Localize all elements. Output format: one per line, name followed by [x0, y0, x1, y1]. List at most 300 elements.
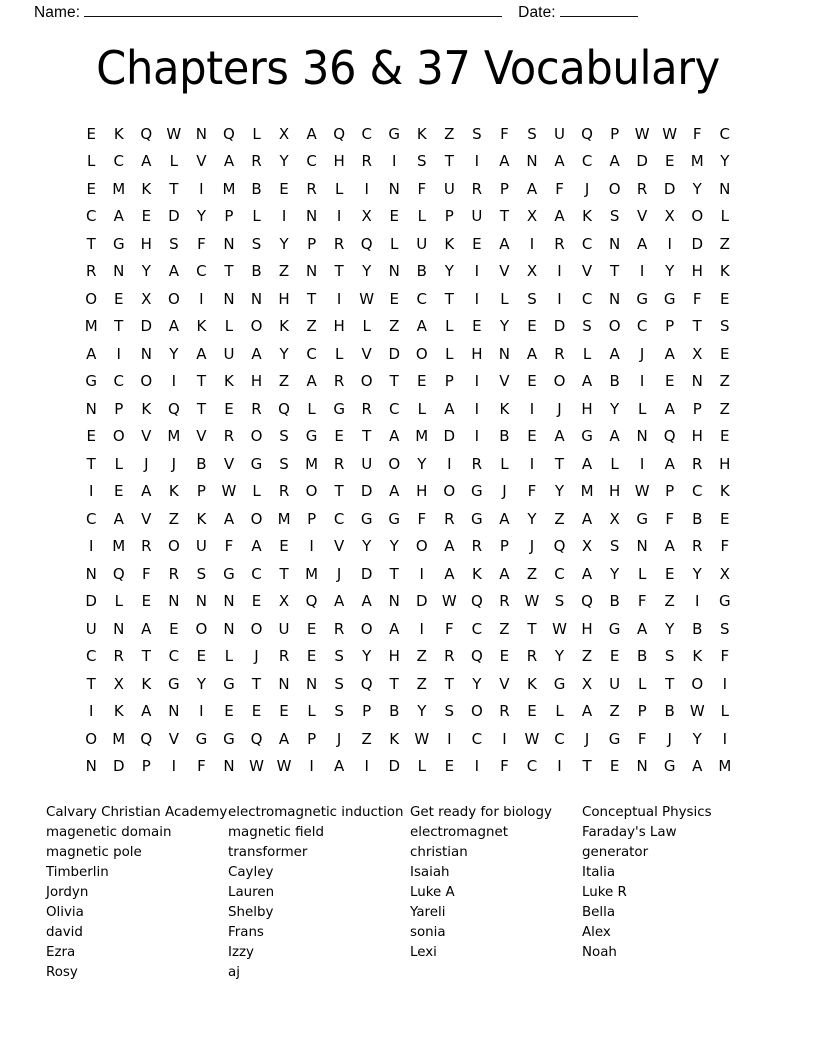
- grid-cell[interactable]: S: [720, 317, 730, 336]
- grid-cell[interactable]: N: [305, 674, 318, 693]
- grid-cell[interactable]: I: [171, 372, 177, 391]
- grid-cell[interactable]: V: [196, 152, 207, 171]
- grid-cell[interactable]: Q: [663, 427, 676, 446]
- grid-cell[interactable]: X: [581, 674, 593, 693]
- grid-cell[interactable]: E: [224, 702, 234, 721]
- grid-cell[interactable]: N: [278, 674, 290, 693]
- grid-cell[interactable]: D: [388, 757, 400, 776]
- grid-cell[interactable]: C: [692, 482, 703, 501]
- grid-cell[interactable]: T: [279, 564, 289, 583]
- grid-cell[interactable]: O: [443, 482, 456, 501]
- grid-cell[interactable]: Z: [664, 592, 675, 611]
- grid-cell[interactable]: F: [500, 757, 509, 776]
- grid-cell[interactable]: N: [195, 592, 208, 611]
- grid-cell[interactable]: J: [144, 454, 149, 473]
- grid-cell[interactable]: O: [415, 344, 428, 363]
- grid-cell[interactable]: Z: [361, 729, 372, 748]
- grid-cell[interactable]: I: [557, 289, 562, 308]
- grid-cell[interactable]: O: [195, 619, 208, 638]
- grid-cell[interactable]: P: [196, 482, 206, 501]
- grid-cell[interactable]: I: [392, 152, 397, 171]
- grid-cell[interactable]: G: [636, 289, 648, 308]
- grid-cell[interactable]: E: [527, 702, 537, 721]
- grid-cell[interactable]: K: [444, 234, 455, 253]
- grid-cell[interactable]: P: [114, 399, 124, 418]
- grid-cell[interactable]: X: [526, 207, 538, 226]
- grid-cell[interactable]: S: [334, 647, 344, 666]
- grid-cell[interactable]: I: [639, 372, 645, 391]
- grid-cell[interactable]: N: [223, 619, 235, 638]
- grid-cell[interactable]: A: [499, 509, 510, 528]
- grid-cell[interactable]: V: [223, 454, 235, 473]
- grid-cell[interactable]: Y: [554, 482, 565, 501]
- grid-cell[interactable]: R: [278, 482, 290, 501]
- grid-cell[interactable]: I: [116, 344, 121, 363]
- grid-cell[interactable]: A: [444, 564, 455, 583]
- grid-cell[interactable]: R: [554, 344, 565, 363]
- grid-cell[interactable]: N: [168, 592, 180, 611]
- grid-cell[interactable]: E: [499, 647, 510, 666]
- grid-cell[interactable]: P: [307, 729, 317, 748]
- grid-cell[interactable]: S: [334, 674, 344, 693]
- grid-cell[interactable]: B: [692, 619, 703, 638]
- grid-cell[interactable]: F: [417, 179, 427, 198]
- grid-cell[interactable]: E: [389, 289, 399, 308]
- grid-cell[interactable]: V: [637, 207, 648, 226]
- grid-cell[interactable]: A: [664, 537, 675, 556]
- grid-cell[interactable]: I: [88, 702, 94, 721]
- grid-cell[interactable]: M: [305, 454, 319, 473]
- grid-cell[interactable]: F: [197, 234, 206, 253]
- grid-cell[interactable]: B: [664, 702, 675, 721]
- grid-cell[interactable]: C: [85, 207, 97, 226]
- grid-cell[interactable]: A: [306, 124, 317, 143]
- grid-cell[interactable]: P: [444, 372, 454, 391]
- grid-cell[interactable]: X: [719, 564, 730, 583]
- grid-cell[interactable]: R: [251, 152, 262, 171]
- grid-cell[interactable]: N: [113, 262, 125, 281]
- grid-cell[interactable]: H: [140, 234, 152, 253]
- grid-cell[interactable]: L: [500, 289, 509, 308]
- grid-cell[interactable]: C: [196, 262, 207, 281]
- grid-cell[interactable]: W: [276, 757, 292, 776]
- grid-cell[interactable]: B: [196, 454, 207, 473]
- grid-cell[interactable]: C: [581, 234, 593, 253]
- grid-cell[interactable]: E: [720, 427, 730, 446]
- grid-cell[interactable]: M: [112, 537, 126, 556]
- grid-cell[interactable]: I: [199, 289, 204, 308]
- grid-cell[interactable]: N: [85, 757, 97, 776]
- grid-cell[interactable]: N: [498, 344, 511, 363]
- grid-cell[interactable]: L: [417, 207, 426, 226]
- grid-cell[interactable]: N: [140, 344, 152, 363]
- grid-cell[interactable]: T: [444, 152, 454, 171]
- grid-cell[interactable]: I: [474, 289, 480, 308]
- grid-cell[interactable]: V: [334, 537, 345, 556]
- grid-cell[interactable]: I: [364, 179, 369, 198]
- grid-cell[interactable]: Y: [196, 207, 206, 226]
- grid-cell[interactable]: K: [692, 647, 703, 666]
- grid-cell[interactable]: O: [250, 317, 263, 336]
- grid-cell[interactable]: N: [195, 124, 208, 143]
- grid-cell[interactable]: A: [526, 344, 538, 363]
- grid-cell[interactable]: A: [334, 592, 345, 611]
- grid-cell[interactable]: A: [251, 537, 262, 556]
- grid-cell[interactable]: S: [472, 124, 482, 143]
- grid-cell[interactable]: L: [417, 757, 426, 776]
- grid-cell[interactable]: Z: [416, 674, 427, 693]
- grid-cell[interactable]: W: [221, 482, 237, 501]
- grid-cell[interactable]: F: [720, 537, 730, 556]
- grid-cell[interactable]: K: [224, 372, 234, 391]
- grid-cell[interactable]: T: [141, 647, 151, 666]
- grid-cell[interactable]: T: [610, 262, 620, 281]
- grid-cell[interactable]: T: [389, 372, 399, 391]
- grid-cell[interactable]: R: [471, 179, 483, 198]
- grid-cell[interactable]: C: [113, 152, 124, 171]
- grid-cell[interactable]: A: [581, 509, 593, 528]
- grid-cell[interactable]: G: [608, 729, 621, 748]
- grid-cell[interactable]: T: [444, 674, 454, 693]
- grid-cell[interactable]: T: [86, 674, 96, 693]
- grid-cell[interactable]: R: [85, 262, 97, 281]
- grid-cell[interactable]: E: [720, 509, 730, 528]
- grid-cell[interactable]: Z: [719, 234, 730, 253]
- grid-cell[interactable]: P: [224, 207, 234, 226]
- grid-cell[interactable]: H: [608, 482, 621, 501]
- grid-cell[interactable]: A: [251, 344, 262, 363]
- grid-cell[interactable]: E: [527, 317, 537, 336]
- grid-cell[interactable]: R: [333, 619, 345, 638]
- grid-cell[interactable]: M: [112, 179, 126, 198]
- grid-cell[interactable]: W: [166, 124, 182, 143]
- grid-cell[interactable]: G: [85, 372, 98, 391]
- grid-cell[interactable]: D: [663, 179, 676, 198]
- grid-cell[interactable]: Q: [305, 592, 318, 611]
- grid-cell[interactable]: Z: [499, 619, 510, 638]
- grid-cell[interactable]: N: [223, 289, 235, 308]
- grid-cell[interactable]: W: [359, 289, 375, 308]
- grid-cell[interactable]: O: [140, 372, 153, 391]
- grid-cell[interactable]: T: [499, 207, 509, 226]
- grid-cell[interactable]: L: [610, 454, 619, 473]
- grid-cell[interactable]: V: [141, 427, 152, 446]
- grid-cell[interactable]: F: [692, 124, 702, 143]
- grid-cell[interactable]: X: [278, 592, 290, 611]
- grid-cell[interactable]: E: [306, 647, 317, 666]
- grid-cell[interactable]: K: [141, 674, 152, 693]
- grid-cell[interactable]: E: [664, 372, 675, 391]
- grid-cell[interactable]: A: [499, 152, 510, 171]
- grid-cell[interactable]: U: [361, 454, 373, 473]
- grid-cell[interactable]: X: [278, 124, 290, 143]
- grid-cell[interactable]: L: [224, 647, 234, 666]
- grid-cell[interactable]: Q: [553, 537, 566, 556]
- grid-cell[interactable]: E: [279, 537, 289, 556]
- grid-cell[interactable]: Q: [278, 399, 290, 418]
- grid-cell[interactable]: F: [197, 757, 206, 776]
- grid-cell[interactable]: N: [223, 234, 235, 253]
- word-search-grid[interactable]: [77, 121, 738, 781]
- grid-cell[interactable]: W: [552, 619, 567, 638]
- grid-cell[interactable]: M: [112, 729, 126, 748]
- grid-cell[interactable]: L: [417, 399, 426, 418]
- grid-cell[interactable]: T: [389, 674, 399, 693]
- grid-cell[interactable]: I: [722, 729, 727, 748]
- grid-cell[interactable]: F: [720, 647, 730, 666]
- grid-cell[interactable]: G: [388, 124, 401, 143]
- grid-cell[interactable]: F: [527, 482, 537, 501]
- grid-cell[interactable]: S: [279, 427, 289, 446]
- grid-cell[interactable]: Q: [581, 592, 593, 611]
- grid-cell[interactable]: K: [719, 482, 730, 501]
- grid-cell[interactable]: E: [86, 179, 96, 198]
- grid-cell[interactable]: P: [362, 702, 372, 721]
- grid-cell[interactable]: O: [360, 372, 373, 391]
- grid-cell[interactable]: T: [334, 482, 344, 501]
- grid-cell[interactable]: X: [113, 674, 124, 693]
- grid-cell[interactable]: F: [692, 289, 702, 308]
- grid-cell[interactable]: I: [281, 207, 287, 226]
- grid-cell[interactable]: L: [334, 344, 344, 363]
- grid-cell[interactable]: W: [524, 729, 540, 748]
- grid-cell[interactable]: Y: [362, 647, 372, 666]
- grid-cell[interactable]: S: [334, 702, 344, 721]
- grid-cell[interactable]: O: [167, 537, 180, 556]
- grid-cell[interactable]: R: [636, 179, 648, 198]
- grid-cell[interactable]: Y: [610, 564, 620, 583]
- grid-cell[interactable]: S: [527, 289, 537, 308]
- grid-cell[interactable]: M: [580, 482, 594, 501]
- grid-cell[interactable]: V: [581, 262, 593, 281]
- grid-cell[interactable]: J: [502, 482, 507, 501]
- grid-cell[interactable]: V: [361, 344, 372, 363]
- grid-cell[interactable]: G: [718, 592, 731, 611]
- grid-cell[interactable]: W: [634, 124, 650, 143]
- grid-cell[interactable]: A: [389, 427, 400, 446]
- grid-cell[interactable]: E: [224, 399, 234, 418]
- grid-cell[interactable]: L: [362, 317, 371, 336]
- grid-cell[interactable]: F: [637, 729, 647, 748]
- grid-cell[interactable]: P: [692, 399, 702, 418]
- grid-cell[interactable]: R: [251, 399, 262, 418]
- grid-cell[interactable]: C: [581, 152, 593, 171]
- grid-cell[interactable]: U: [85, 619, 97, 638]
- grid-cell[interactable]: D: [388, 344, 400, 363]
- grid-cell[interactable]: I: [474, 152, 480, 171]
- grid-cell[interactable]: Y: [279, 344, 289, 363]
- grid-cell[interactable]: T: [334, 262, 344, 281]
- grid-cell[interactable]: B: [389, 702, 400, 721]
- grid-cell[interactable]: N: [250, 289, 263, 308]
- grid-cell[interactable]: A: [609, 427, 620, 446]
- grid-cell[interactable]: R: [113, 647, 124, 666]
- grid-cell[interactable]: U: [554, 124, 565, 143]
- grid-cell[interactable]: H: [250, 372, 263, 391]
- grid-cell[interactable]: E: [251, 592, 262, 611]
- grid-cell[interactable]: T: [196, 399, 206, 418]
- grid-cell[interactable]: A: [664, 344, 675, 363]
- grid-cell[interactable]: I: [529, 234, 535, 253]
- grid-cell[interactable]: Y: [417, 454, 427, 473]
- grid-cell[interactable]: Z: [389, 317, 400, 336]
- grid-cell[interactable]: Y: [362, 262, 372, 281]
- grid-cell[interactable]: Y: [665, 619, 675, 638]
- grid-cell[interactable]: I: [474, 427, 480, 446]
- grid-cell[interactable]: D: [443, 427, 456, 446]
- grid-cell[interactable]: W: [414, 729, 430, 748]
- grid-cell[interactable]: F: [665, 509, 675, 528]
- grid-cell[interactable]: Q: [470, 647, 483, 666]
- grid-cell[interactable]: Z: [444, 124, 455, 143]
- grid-cell[interactable]: Q: [360, 234, 373, 253]
- grid-cell[interactable]: I: [419, 564, 424, 583]
- grid-cell[interactable]: C: [306, 344, 317, 363]
- grid-cell[interactable]: N: [388, 262, 400, 281]
- grid-cell[interactable]: K: [499, 399, 510, 418]
- grid-cell[interactable]: I: [309, 757, 314, 776]
- grid-cell[interactable]: C: [388, 399, 400, 418]
- grid-cell[interactable]: Y: [141, 262, 151, 281]
- grid-cell[interactable]: N: [388, 592, 400, 611]
- grid-cell[interactable]: K: [141, 399, 152, 418]
- grid-cell[interactable]: L: [252, 207, 261, 226]
- grid-cell[interactable]: N: [636, 537, 648, 556]
- grid-cell[interactable]: E: [196, 647, 207, 666]
- grid-cell[interactable]: O: [250, 427, 263, 446]
- grid-cell[interactable]: L: [555, 702, 564, 721]
- grid-cell[interactable]: B: [637, 647, 648, 666]
- grid-cell[interactable]: W: [524, 592, 540, 611]
- grid-cell[interactable]: T: [527, 619, 537, 638]
- grid-cell[interactable]: O: [388, 454, 401, 473]
- grid-cell[interactable]: L: [720, 702, 729, 721]
- grid-cell[interactable]: G: [608, 619, 621, 638]
- grid-cell[interactable]: Z: [719, 372, 730, 391]
- grid-cell[interactable]: A: [86, 344, 97, 363]
- grid-cell[interactable]: C: [554, 564, 565, 583]
- grid-cell[interactable]: I: [502, 729, 507, 748]
- grid-cell[interactable]: C: [113, 372, 124, 391]
- grid-cell[interactable]: T: [582, 757, 592, 776]
- grid-cell[interactable]: I: [88, 482, 94, 501]
- grid-cell[interactable]: L: [720, 207, 729, 226]
- grid-cell[interactable]: L: [500, 454, 509, 473]
- grid-cell[interactable]: A: [581, 564, 593, 583]
- grid-cell[interactable]: Y: [692, 179, 702, 198]
- grid-cell[interactable]: E: [527, 427, 537, 446]
- grid-cell[interactable]: A: [637, 619, 648, 638]
- grid-cell[interactable]: S: [251, 234, 262, 253]
- grid-cell[interactable]: Q: [581, 124, 593, 143]
- grid-cell[interactable]: Q: [112, 564, 125, 583]
- grid-cell[interactable]: E: [389, 207, 399, 226]
- grid-cell[interactable]: T: [665, 674, 675, 693]
- grid-cell[interactable]: O: [470, 702, 483, 721]
- grid-cell[interactable]: Z: [719, 399, 730, 418]
- grid-cell[interactable]: X: [664, 207, 675, 226]
- grid-cell[interactable]: I: [171, 757, 177, 776]
- grid-cell[interactable]: G: [581, 427, 593, 446]
- grid-cell[interactable]: O: [691, 207, 704, 226]
- grid-cell[interactable]: U: [609, 674, 621, 693]
- grid-cell[interactable]: E: [251, 702, 262, 721]
- grid-cell[interactable]: R: [692, 537, 703, 556]
- grid-cell[interactable]: N: [388, 179, 400, 198]
- grid-cell[interactable]: B: [609, 372, 620, 391]
- grid-cell[interactable]: E: [279, 179, 289, 198]
- grid-cell[interactable]: T: [224, 262, 234, 281]
- grid-cell[interactable]: A: [581, 372, 593, 391]
- grid-cell[interactable]: L: [582, 344, 592, 363]
- grid-cell[interactable]: L: [445, 344, 454, 363]
- grid-cell[interactable]: F: [141, 564, 151, 583]
- grid-cell[interactable]: J: [639, 344, 645, 363]
- grid-cell[interactable]: I: [199, 702, 204, 721]
- grid-cell[interactable]: A: [554, 152, 565, 171]
- grid-cell[interactable]: A: [499, 564, 510, 583]
- grid-cell[interactable]: Y: [472, 674, 482, 693]
- grid-cell[interactable]: E: [720, 344, 730, 363]
- grid-cell[interactable]: R: [333, 372, 345, 391]
- grid-cell[interactable]: S: [279, 454, 289, 473]
- grid-cell[interactable]: A: [554, 427, 565, 446]
- grid-cell[interactable]: Q: [250, 729, 263, 748]
- grid-cell[interactable]: E: [169, 619, 179, 638]
- grid-cell[interactable]: L: [224, 317, 234, 336]
- grid-cell[interactable]: Z: [278, 372, 290, 391]
- grid-cell[interactable]: A: [526, 179, 538, 198]
- grid-cell[interactable]: C: [636, 317, 648, 336]
- grid-cell[interactable]: A: [444, 399, 455, 418]
- grid-cell[interactable]: C: [306, 152, 317, 171]
- grid-cell[interactable]: A: [637, 234, 648, 253]
- grid-cell[interactable]: Z: [416, 647, 427, 666]
- grid-cell[interactable]: U: [416, 234, 428, 253]
- grid-cell[interactable]: N: [636, 757, 648, 776]
- grid-cell[interactable]: B: [692, 509, 703, 528]
- grid-cell[interactable]: Z: [609, 702, 620, 721]
- grid-cell[interactable]: R: [333, 454, 345, 473]
- grid-cell[interactable]: I: [364, 757, 369, 776]
- grid-cell[interactable]: X: [361, 207, 372, 226]
- grid-cell[interactable]: Z: [278, 262, 290, 281]
- grid-cell[interactable]: N: [223, 757, 235, 776]
- grid-cell[interactable]: V: [499, 674, 510, 693]
- grid-cell[interactable]: A: [113, 509, 124, 528]
- grid-cell[interactable]: I: [529, 454, 535, 473]
- grid-cell[interactable]: H: [719, 454, 731, 473]
- grid-cell[interactable]: H: [416, 482, 428, 501]
- grid-cell[interactable]: U: [443, 179, 455, 198]
- grid-cell[interactable]: G: [223, 564, 235, 583]
- grid-cell[interactable]: I: [474, 262, 480, 281]
- grid-cell[interactable]: B: [251, 262, 262, 281]
- grid-cell[interactable]: Y: [389, 537, 399, 556]
- grid-cell[interactable]: L: [252, 482, 261, 501]
- grid-cell[interactable]: R: [306, 179, 317, 198]
- grid-cell[interactable]: Y: [692, 729, 702, 748]
- grid-cell[interactable]: I: [199, 179, 204, 198]
- grid-cell[interactable]: E: [472, 234, 482, 253]
- grid-cell[interactable]: R: [223, 427, 235, 446]
- grid-cell[interactable]: A: [196, 344, 207, 363]
- grid-cell[interactable]: M: [167, 427, 181, 446]
- grid-cell[interactable]: V: [499, 372, 510, 391]
- grid-cell[interactable]: D: [415, 592, 428, 611]
- grid-cell[interactable]: E: [720, 289, 730, 308]
- grid-cell[interactable]: E: [114, 482, 124, 501]
